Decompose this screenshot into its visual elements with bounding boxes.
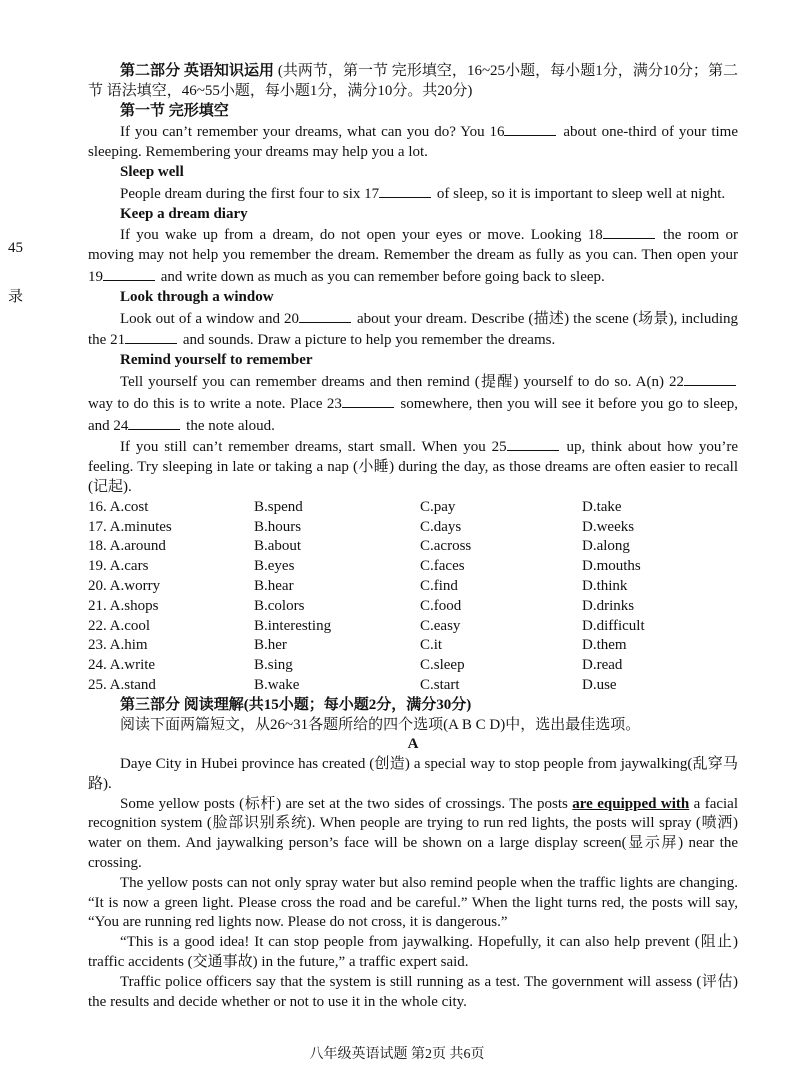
option: B.eyes bbox=[254, 558, 295, 575]
blank-18 bbox=[603, 224, 655, 239]
cloze-paragraph-3: If you wake up from a dream, do not open your eyes or move. Looking 18 the room or moving may not help you remember the dream. Remember the dream as fully as you can. Then open your 19 and write down as much as you can remember before going back to sleep. bbox=[88, 224, 738, 287]
blank-21 bbox=[125, 329, 177, 344]
option: 19. A.cars bbox=[88, 558, 149, 575]
option: 25. A.stand bbox=[88, 676, 156, 693]
cloze-paragraph-1: If you can’t remember your dreams, what can you do? You 16 about one-third of your time sleeping. Remembering your dreams may help you a lot. bbox=[88, 121, 738, 163]
option: C.pay bbox=[420, 498, 456, 515]
option: D.use bbox=[582, 676, 617, 693]
option: D.read bbox=[582, 657, 623, 674]
option: B.interesting bbox=[254, 617, 332, 634]
subtitle-remind: Remind yourself to remember bbox=[120, 352, 313, 369]
option: 18. A.around bbox=[88, 538, 166, 555]
option: B.sing bbox=[254, 657, 293, 674]
margin-mark-char: 录 bbox=[8, 289, 24, 305]
option: C.across bbox=[420, 538, 472, 555]
option: 23. A.him bbox=[88, 637, 148, 654]
option: 20. A.worry bbox=[88, 577, 161, 594]
option: C.easy bbox=[420, 617, 461, 634]
blank-17 bbox=[379, 183, 431, 198]
cloze-paragraph-4: Look out of a window and 20 about your dream. Describe (描述) the scene (场景), including the 21 and sounds. Draw a picture to help you remember the dreams. bbox=[88, 308, 738, 352]
option: B.colors bbox=[254, 597, 305, 614]
option: D.difficult bbox=[582, 617, 645, 634]
blank-19 bbox=[103, 266, 155, 281]
option: C.sleep bbox=[420, 657, 465, 674]
margin-mark-number: 45 bbox=[8, 240, 23, 256]
cloze-paragraph-6: If you still can’t remember dreams, start small. When you 25 up, think about how you’re feeling. Try sleeping in late or taking a nap (小睡) during the day, as those dreams are often easier to recall (记起). bbox=[88, 436, 738, 497]
blank-16 bbox=[504, 121, 556, 136]
option: D.mouths bbox=[582, 558, 641, 575]
option: C.days bbox=[420, 518, 462, 535]
option: B.wake bbox=[254, 676, 300, 693]
underlined-phrase: are equipped with bbox=[572, 795, 690, 812]
passage-a-paragraph-5: Traffic police officers say that the system is still running as a test. The government will assess (评估) the results and decide whether or not to use it in the whole city. bbox=[88, 973, 738, 1010]
option: 24. A.write bbox=[88, 657, 156, 674]
option: C.start bbox=[420, 676, 460, 693]
option: C.it bbox=[420, 637, 443, 654]
options-grid bbox=[88, 498, 738, 696]
option: B.spend bbox=[254, 498, 303, 515]
part3-instruction: 阅读下面两篇短文，从26~31各题所给的四个选项(A B C D)中，选出最佳选项。 bbox=[120, 716, 641, 733]
option: C.find bbox=[420, 577, 458, 594]
cloze-paragraph-2: People dream during the first four to six 17 of sleep, so it is important to sleep well at night. bbox=[88, 183, 738, 205]
option: B.hours bbox=[254, 518, 302, 535]
option: C.food bbox=[420, 597, 462, 614]
option: 17. A.minutes bbox=[88, 518, 172, 535]
subtitle-dream-diary: Keep a dream diary bbox=[120, 205, 248, 222]
blank-23 bbox=[342, 393, 394, 408]
cloze-paragraph-5: Tell yourself you can remember dreams and then remind (提醒) yourself to do so. A(n) 22 way to do this is to write a note. Place 23 somewhere, then you will see it before you go to sleep, and 24 the note aloud. bbox=[88, 371, 738, 436]
option: B.hear bbox=[254, 577, 294, 594]
option: 21. A.shops bbox=[88, 597, 159, 614]
passage-a-paragraph-4: “This is a good idea! It can stop people from jaywalking. Hopefully, it can also help prevent (阻止) traffic accidents (交通事故) in the future,” a traffic expert said. bbox=[88, 934, 738, 971]
option: B.about bbox=[254, 538, 302, 555]
blank-25 bbox=[507, 436, 559, 451]
option: C.faces bbox=[420, 558, 465, 575]
option: D.think bbox=[582, 577, 628, 594]
option: B.her bbox=[254, 637, 287, 654]
subtitle-sleep-well: Sleep well bbox=[120, 163, 184, 180]
part3-heading: 第三部分 阅读理解(共15小题；每小题2分，满分30分) bbox=[120, 696, 472, 713]
option: D.them bbox=[582, 637, 627, 654]
passage-a-paragraph-3: The yellow posts can not only spray water but also remind people when the traffic lights are changing. “It is now a green light. Please cross the road and be careful.” When the light turns red, the posts will say, “You are running red lights now. Please do not cross, it is dangerous.” bbox=[88, 874, 738, 931]
blank-24 bbox=[128, 415, 180, 430]
option: D.drinks bbox=[582, 597, 635, 614]
blank-22 bbox=[684, 371, 736, 386]
blank-20 bbox=[299, 308, 351, 323]
section1-title: 第一节 完形填空 bbox=[120, 102, 229, 119]
exam-page bbox=[88, 62, 738, 1012]
option: 16. A.cost bbox=[88, 498, 149, 515]
passage-a-paragraph-1: Daye City in Hubei province has created (创造) a special way to stop people from jaywalking(乱穿马路). bbox=[88, 756, 738, 792]
part2-heading: 第二部分 英语知识运用 (共两节，第一节 完形填空，16~25小题，每小题1分，满分10分；第二节 语法填空，46~55小题，每小题1分，满分10分。共20分) bbox=[88, 63, 738, 99]
option: 22. A.cool bbox=[88, 617, 151, 634]
option: D.weeks bbox=[582, 518, 635, 535]
passage-a-paragraph-2: Some yellow posts (标杆) are set at the two sides of crossings. The posts are equipped with a facial recognition system (脸部识别系统). When people are trying to run red lights, the posts will spray (喷洒) water on them. And jaywalking person’s face will be shown on a large display screen(显示屏) near the crossing. bbox=[88, 795, 739, 872]
subtitle-window: Look through a window bbox=[120, 288, 274, 305]
option: D.along bbox=[582, 538, 630, 555]
page-footer: 八年级英语试题 第2页 共6页 bbox=[309, 1047, 485, 1062]
passage-label: A bbox=[407, 736, 419, 753]
option: D.take bbox=[582, 498, 622, 515]
